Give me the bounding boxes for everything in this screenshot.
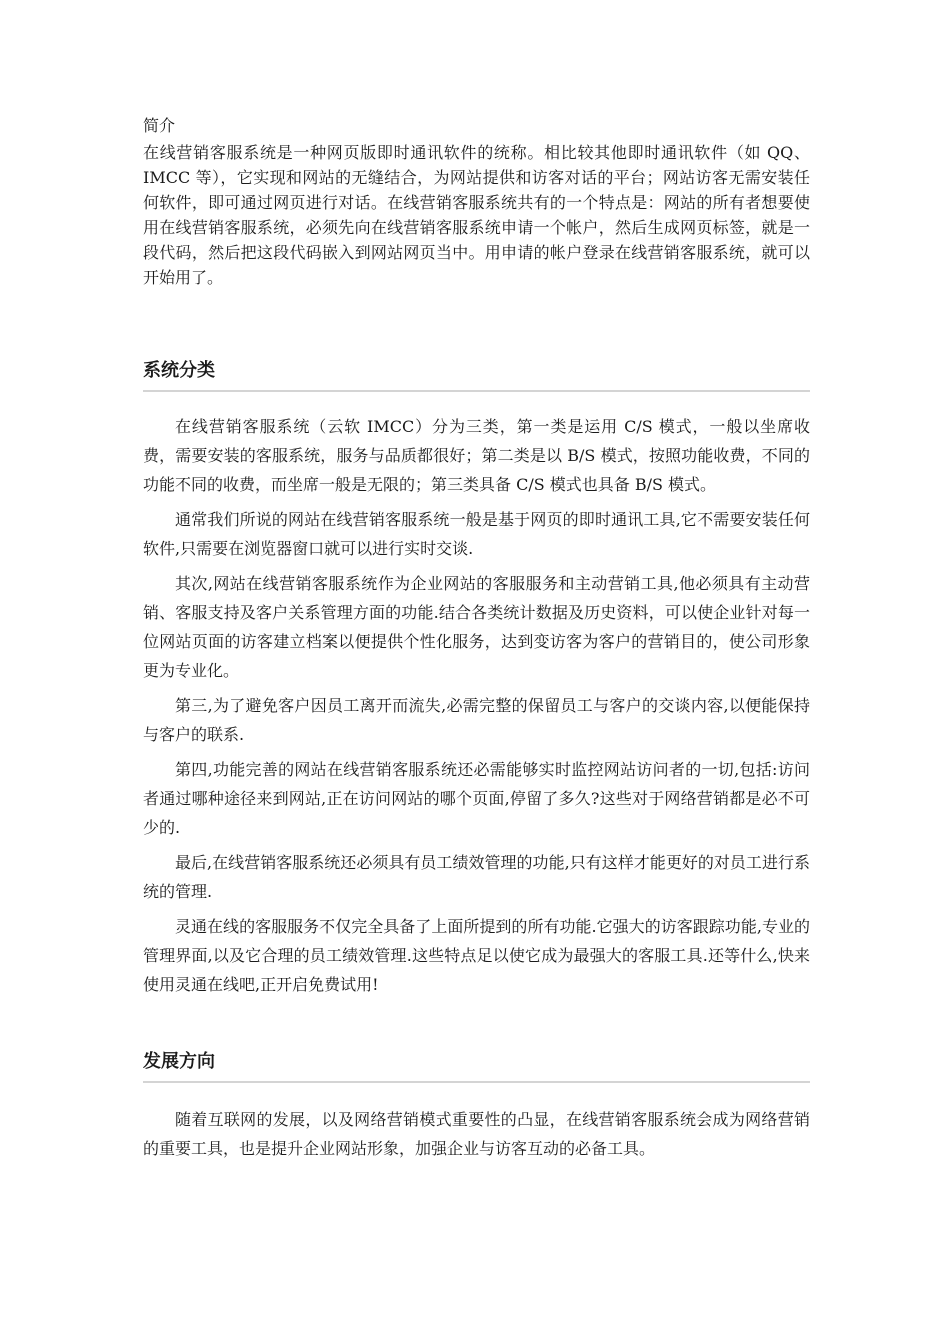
paragraph: 第三,为了避免客户因员工离开而流失,必需完整的保留员工与客户的交谈内容,以便能保持与客户的联系. [143, 696, 810, 744]
intro-section [143, 112, 810, 290]
paragraph: 第四,功能完善的网站在线营销客服系统还必需能够实时监控网站访问者的一切,包括:访问者通过哪种途径来到网站,正在访问网站的哪个页面,停留了多久?这些对于网络营销都是必不可少的. [143, 760, 810, 837]
development-section [143, 1049, 810, 1163]
paragraph: 最后,在线营销客服系统还必须具有员工绩效管理的功能,只有这样才能更好的对员工进行系统的管理. [143, 853, 810, 901]
development-body [143, 1105, 810, 1163]
intro-title: 简介 [143, 116, 176, 135]
intro-paragraph: 在线营销客服系统是一种网页版即时通讯软件的统称。相比较其他即时通讯软件（如 QQ、IMCC 等），它实现和网站的无缝结合，为网站提供和访客对话的平台；网站访客无需安装任何软件，即可通过网页进行对话。在线营销客服系统共有的一个特点是：网站的所有者想要使用在线营销客服系统，必须先向在线营销客服系统申请一个帐户，然后生成网页标签，就是一段代码，然后把这段代码嵌入到网站网页当中。用申请的帐户登录在线营销客服系统，就可以开始用了。 [143, 143, 810, 287]
paragraph: 其次,网站在线营销客服系统作为企业网站的客服服务和主动营销工具,他必须具有主动营销、客服支持及客户关系管理方面的功能.结合各类统计数据及历史资料，可以使企业针对每一位网站页面的访客建立档案以便提供个性化服务，达到变访客为客户的营销目的，使公司形象更为专业化。 [143, 574, 810, 680]
document-page [143, 112, 810, 1169]
paragraph: 在线营销客服系统（云软 IMCC）分为三类，第一类是运用 C/S 模式，一般以坐席收费，需要安装的客服系统，服务与品质都很好；第二类是以 B/S 模式，按照功能收费，不同的功能不同的收费，而坐席一般是无限的；第三类具备 C/S 模式也具备 B/S 模式。 [143, 417, 810, 494]
paragraph: 通常我们所说的网站在线营销客服系统一般是基于网页的即时通讯工具,它不需要安装任何软件,只需要在浏览器窗口就可以进行实时交谈. [143, 510, 810, 558]
paragraph: 随着互联网的发展，以及网络营销模式重要性的凸显，在线营销客服系统会成为网络营销的重要工具，也是提升企业网站形象，加强企业与访客互动的必备工具。 [143, 1110, 810, 1158]
section-heading-development: 发展方向 [143, 1049, 810, 1083]
classification-section [143, 358, 810, 999]
paragraph: 灵通在线的客服服务不仅完全具备了上面所提到的所有功能.它强大的访客跟踪功能,专业的管理界面,以及它合理的员工绩效管理.这些特点足以使它成为最强大的客服工具.还等什么,快来使用灵通在线吧,正开启免费试用! [143, 917, 810, 994]
classification-body [143, 412, 810, 999]
section-heading-classification: 系统分类 [143, 358, 810, 392]
